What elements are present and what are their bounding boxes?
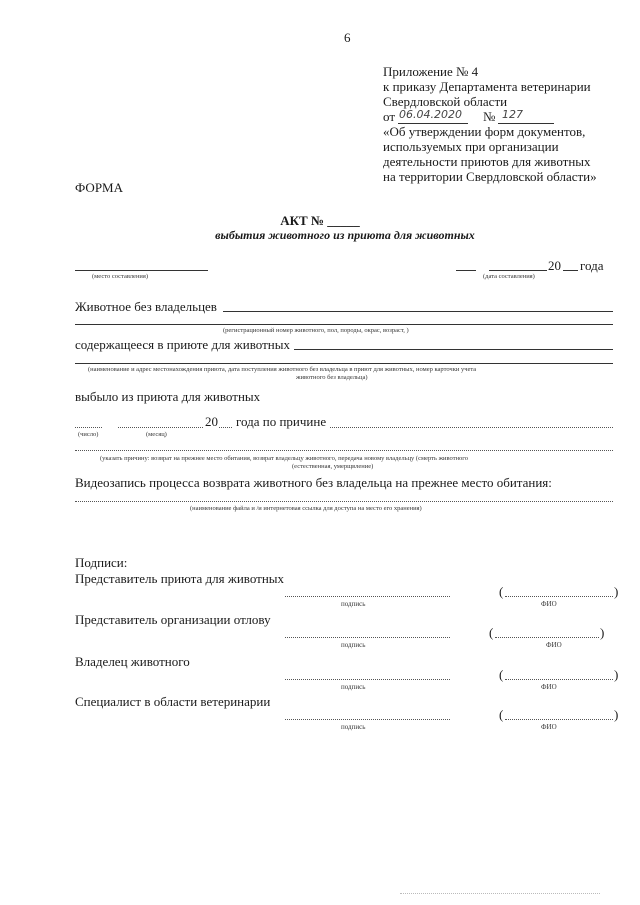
sign-caption-2: подпись (341, 641, 366, 649)
appendix-date-handwritten: 06.04.2020 (399, 108, 462, 121)
video-field[interactable] (75, 501, 613, 502)
appendix-number-handwritten: 127 (502, 108, 523, 121)
appendix-number-prefix: № (483, 109, 496, 124)
form-label: ФОРМА (75, 180, 123, 195)
date-caption: (дата составления) (483, 273, 535, 280)
animal-caption: (регистрационный номер животного, пол, породы, окрас, возраст, ) (223, 327, 409, 334)
appendix-date-prefix: от (383, 109, 396, 124)
date-month-field[interactable] (489, 270, 547, 271)
reason-caption-2: (естественная, умерщвление) (292, 463, 374, 470)
name-caption-2: ФИО (546, 641, 562, 649)
place-field[interactable] (75, 270, 208, 271)
left-label: выбыло из приюта для животных (75, 389, 261, 404)
animal-field-2[interactable] (75, 324, 613, 325)
video-caption: (наименование файла и /и интернетовая ссылка для доступа на место его хранения) (190, 505, 422, 512)
kept-caption-2: животного без владельца) (296, 374, 368, 381)
sign-caption-3: подпись (341, 683, 366, 691)
reason-caption-1: (указать причину: возврат на прежнее место обитания, возврат владельцу животного, передача новому владельцу (смерть животного (100, 455, 469, 462)
left-day-field[interactable] (75, 427, 102, 428)
signer-role-4: Специалист в области ветеринарии (75, 694, 271, 709)
date-year-field[interactable] (563, 270, 578, 271)
reason-field-2[interactable] (75, 450, 613, 451)
act-title: АКТ № _____ (280, 213, 360, 228)
appendix-line-6: используемых при организации (383, 139, 559, 154)
scan-artifact-line (400, 893, 600, 894)
left-year: 20 (205, 414, 218, 429)
appendix-line-2: к приказу Департамента ветеринарии (383, 79, 591, 94)
date-year-suffix: года (580, 258, 604, 273)
kept-label: содержащееся в приюте для животных (75, 337, 290, 352)
name-caption-1: ФИО (541, 600, 557, 608)
left-reason-label: года по причине (236, 414, 327, 429)
signature-field-3[interactable] (285, 679, 450, 680)
signature-field-1[interactable] (285, 596, 450, 597)
act-subtitle: выбытия животного из приюта для животных (215, 228, 475, 242)
sign-caption-1: подпись (341, 600, 366, 608)
name-field-1[interactable] (505, 596, 613, 597)
name-caption-3: ФИО (541, 683, 557, 691)
kept-caption-1: (наименование и адрес местонахождения приюта, дата поступления животного без владельца в приют для животных, номер карточки учета (88, 366, 477, 373)
video-label: Видеозапись процесса возврата животного без владельца на прежнее место обитания: (75, 475, 552, 490)
animal-field[interactable] (223, 311, 613, 312)
signer-role-2: Представитель организации отлову (75, 612, 271, 627)
place-caption: (место составления) (92, 273, 149, 280)
animal-label: Животное без владельцев (75, 299, 217, 314)
sign-caption-4: подпись (341, 723, 366, 731)
kept-field[interactable] (294, 349, 613, 350)
reason-field[interactable] (330, 427, 613, 428)
appendix-line-1: Приложение № 4 (383, 64, 479, 79)
name-field-4[interactable] (505, 719, 613, 720)
signatures-title: Подписи: (75, 555, 128, 570)
appendix-line-3: Свердловской области (383, 94, 508, 109)
name-caption-4: ФИО (541, 723, 557, 731)
signature-field-2[interactable] (285, 637, 450, 638)
name-field-2[interactable] (495, 637, 599, 638)
appendix-line-8: на территории Свердловской области» (383, 169, 597, 184)
day-caption: (число) (78, 431, 99, 438)
signer-role-1: Представитель приюта для животных (75, 571, 285, 586)
page-number: 6 (344, 30, 351, 45)
appendix-line-5: «Об утверждении форм документов, (383, 124, 586, 139)
left-year-field[interactable] (219, 427, 232, 428)
date-year: 20 (548, 258, 561, 273)
date-day-field[interactable] (456, 270, 476, 271)
signature-field-4[interactable] (285, 719, 450, 720)
month-caption: (месяц) (146, 431, 167, 438)
appendix-line-7: деятельности приютов для животных (383, 154, 591, 169)
kept-field-2[interactable] (75, 363, 613, 364)
name-field-3[interactable] (505, 679, 613, 680)
left-month-field[interactable] (118, 427, 203, 428)
signer-role-3: Владелец животного (75, 654, 190, 669)
